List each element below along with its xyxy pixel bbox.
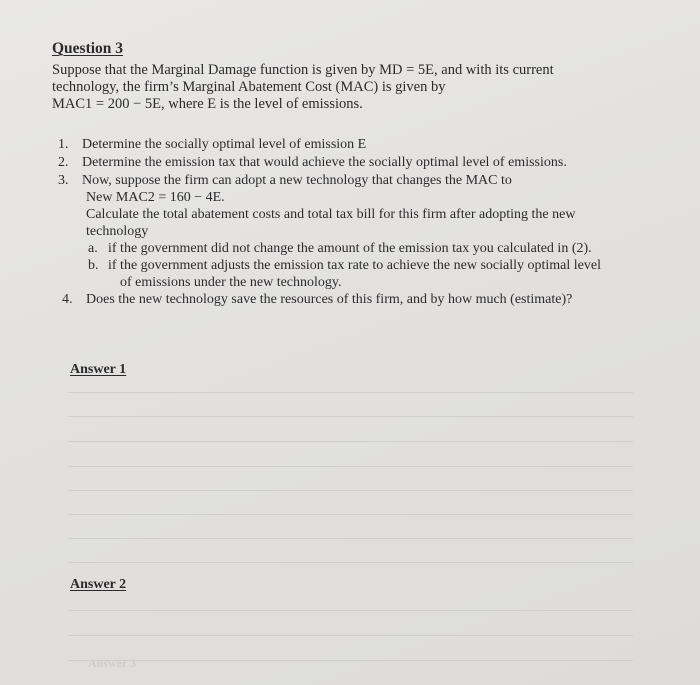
item-text: Does the new technology save the resources of this firm, and by how much (estimate)? bbox=[86, 292, 573, 307]
subitem-text: if the government adjusts the emission tax rate to achieve the new socially optimal level bbox=[108, 258, 601, 273]
item-number: 1. bbox=[58, 137, 69, 152]
item-text: Determine the emission tax that would achieve the socially optimal level of emissions. bbox=[82, 155, 567, 170]
answer-line[interactable] bbox=[68, 490, 633, 491]
item-text: Calculate the total abatement costs and total tax bill for this firm after adopting the new bbox=[86, 207, 576, 222]
answer-line[interactable] bbox=[68, 562, 633, 563]
list-item-3 bbox=[58, 172, 658, 291]
intro-line: MAC1 = 200 − 5E, where E is the level of emissions. bbox=[52, 96, 363, 112]
answer-line[interactable] bbox=[68, 392, 633, 393]
answer-line[interactable] bbox=[68, 660, 633, 661]
subitem-text: if the government did not change the amount of the emission tax you calculated in (2). bbox=[108, 241, 592, 256]
answer-1-heading: Answer 1 bbox=[70, 362, 127, 377]
intro-line: Suppose that the Marginal Damage function is given by MD = 5E, and with its current bbox=[52, 62, 554, 78]
answer-line[interactable] bbox=[68, 610, 633, 611]
subitem-letter: a. bbox=[88, 241, 98, 256]
item-number: 2. bbox=[58, 155, 69, 170]
item-number: 3. bbox=[58, 173, 69, 188]
question-list bbox=[58, 136, 658, 308]
answer-line[interactable] bbox=[68, 441, 633, 442]
list-item-2 bbox=[58, 154, 658, 171]
item-text: technology bbox=[86, 224, 149, 239]
intro-line: technology, the firm’s Marginal Abatement Cost (MAC) is given by bbox=[52, 79, 446, 95]
question-title: Question 3 bbox=[52, 40, 124, 57]
item-number: 4. bbox=[62, 292, 73, 307]
item-text: Determine the socially optimal level of emission E bbox=[82, 137, 367, 152]
answer-line[interactable] bbox=[68, 635, 633, 636]
item-text: New MAC2 = 160 − 4E. bbox=[86, 190, 225, 205]
subitem-text: of emissions under the new technology. bbox=[120, 275, 342, 290]
question-intro bbox=[52, 62, 612, 113]
subitem-letter: b. bbox=[88, 258, 99, 273]
answer-line[interactable] bbox=[68, 514, 633, 515]
subitem-b bbox=[88, 257, 658, 291]
answer-line[interactable] bbox=[68, 538, 633, 539]
answer-line[interactable] bbox=[68, 416, 633, 417]
answer-2-heading: Answer 2 bbox=[70, 577, 127, 592]
list-item-1 bbox=[58, 136, 658, 153]
answer-line[interactable] bbox=[68, 466, 633, 467]
list-item-4 bbox=[62, 291, 658, 308]
subitem-a bbox=[88, 240, 658, 257]
answer-3-heading: Answer 3 bbox=[88, 656, 137, 670]
item-text: Now, suppose the firm can adopt a new technology that changes the MAC to bbox=[82, 173, 512, 188]
